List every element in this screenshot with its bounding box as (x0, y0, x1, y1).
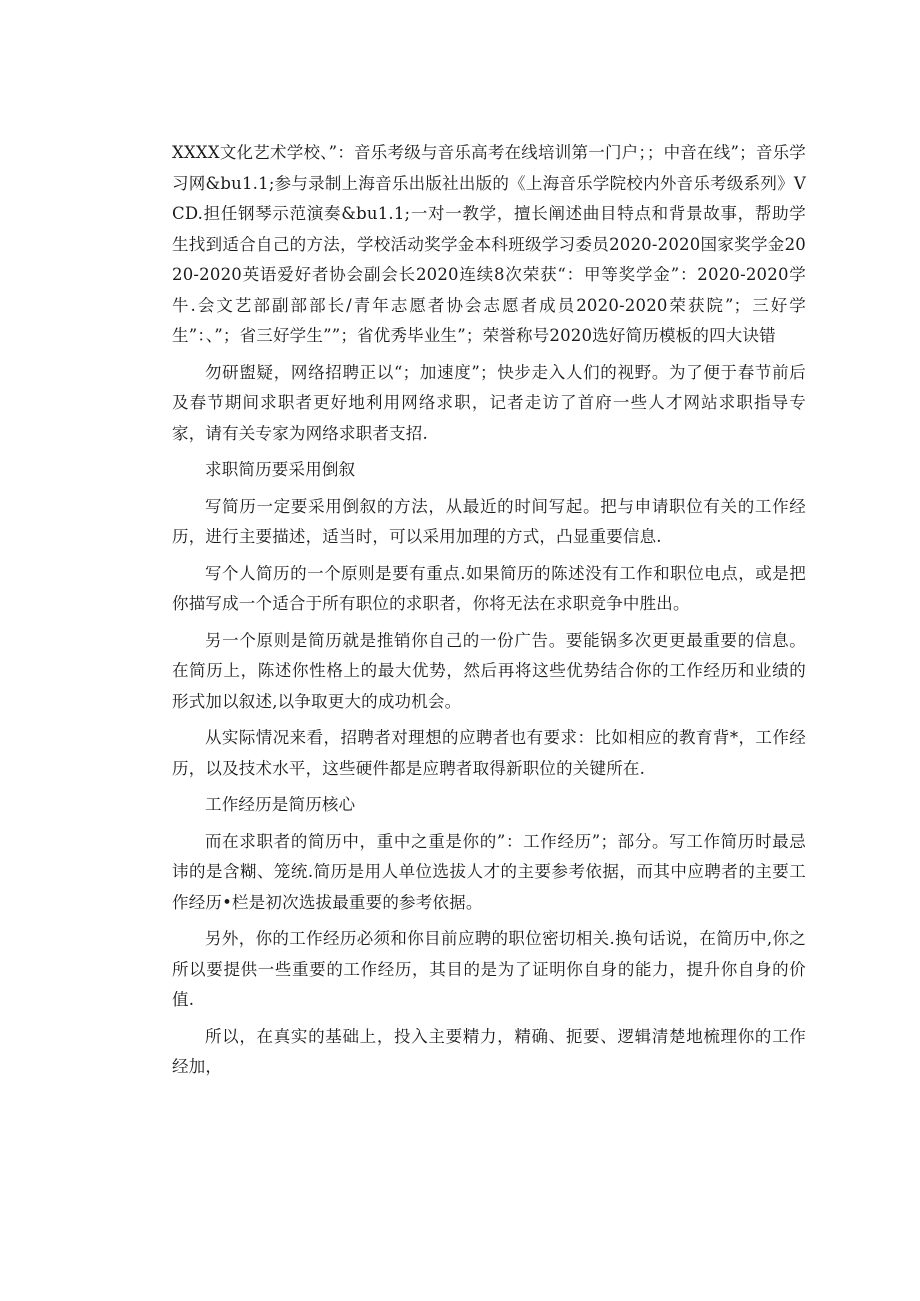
paragraph-work-experience-core: 而在求职者的简历中，重中之重是你的”：工作经历”；部分。写工作简历时最忌讳的是含糊、笼统.简历是用人单位选拔人才的主要参考依据，而其中应聘者的主要工作经历•栏是初次选拔最重要的参考依据。 (172, 831, 806, 912)
paragraph-conclusion: 所以，在真实的基础上，投入主要精力，精确、扼要、逻辑清楚地梳理你的工作经加， (172, 1026, 806, 1076)
paragraph-requirements: 从实际情况来看，招聘者对理想的应聘者也有要求：比如相应的教育背*，工作经历，以及技术水平，这些硬件都是应聘者取得新职位的关键所在. (172, 728, 806, 778)
paragraph-reverse-order: 写简历一定要采用倒叙的方法，从最近的时间写起。把与申请职位有关的工作经历，进行主要描述，适当时，可以采用加理的方式，凸显重要信息. (172, 496, 806, 546)
paragraph-intro: 勿研盥疑，网络招聘正以“；加速度”；快步走入人们的视野。为了便于春节前后及春节期间求职者更好地利用网络求职，记者走访了首府一些人才网站求职指导专家，请有关专家为网络求职者支招. (172, 362, 806, 443)
section-heading-work-experience: 工作经历是简历核心 (205, 795, 356, 814)
paragraph-awards: XXXX文化艺术学校、”：音乐考级与音乐高考在线培训第一门户；；中音在线”；音乐学习网&bu1.1;参与录制上海音乐出版社出版的《上海音乐学院校内外音乐考级系列》VCD.担任钢琴示范演奏&bu1.1;一对一教学，擅长阐述曲目特点和背景故事，帮助学生找到适合自己的方法，学校活动奖学金本科班级学习委员2020-2020国家奖学金2020-2020英语爱好者协会副会长2020连续8次荣获“：甲等奖学金”：2020-2020学牛.会文艺部副部部长/青年志愿者协会志愿者成员2020-2020荣获院”；三好学生”：、”；省三好学生””；省优秀毕业生”；荣誉称号2020选好简历模板的四大诀错 (172, 143, 806, 345)
document-page (172, 138, 806, 1083)
section-heading-reverse-order: 求职简历要采用倒叙 (205, 460, 356, 479)
paragraph-key-points: 写个人简历的一个原则是要有重点.如果简历的陈述没有工作和职位电点，或是把你描写成一个适合于所有职位的求职者，你将无法在求职竞争中胜出。 (172, 563, 806, 613)
paragraph-self-advertising: 另一个原则是简历就是推销你自己的一份广告。要能锅多次更更最重要的信息。在简历上，陈述你性格上的最大优势，然后再将这些优势结合你的工作经历和业绩的形式加以叙述,以争取更大的成功机会。 (172, 630, 806, 711)
paragraph-relevance: 另外，你的工作经历必须和你目前应聘的职位密切相关.换句话说，在简历中,你之所以要提供一些重要的工作经历，其目的是为了证明你自身的能力，提升你自身的价值. (172, 929, 806, 1009)
